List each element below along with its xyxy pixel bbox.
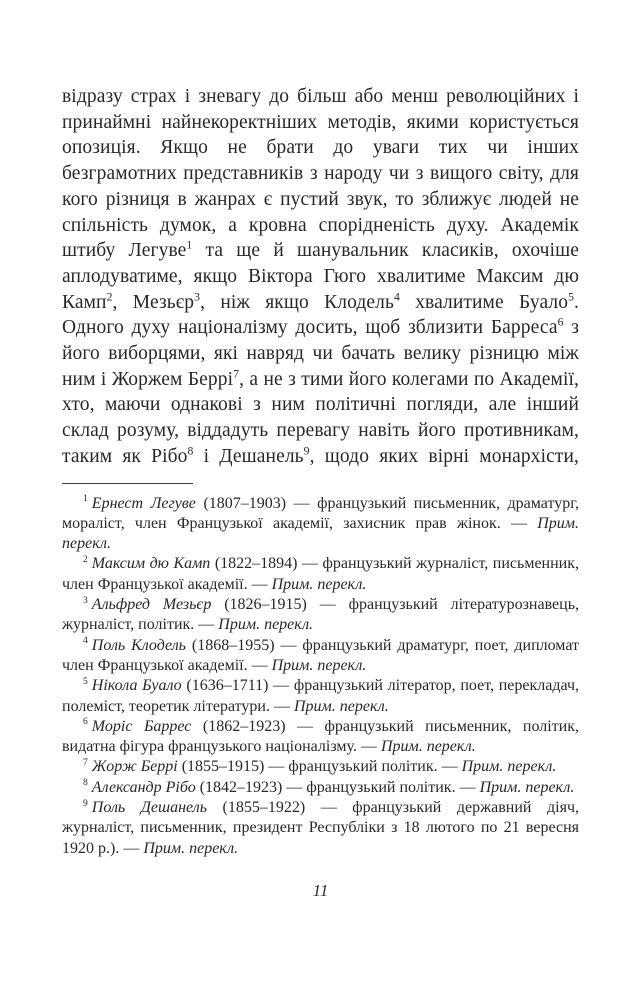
text-run: (1822–1894) — французький журналіст, письменник, член Французької академії. —: [62, 555, 580, 593]
footnote: [62, 757, 579, 777]
text-run: , ніж якщо Клодель: [200, 291, 394, 313]
text-run: з його виборцями, які навряд чи бачать велику різницю між ним і Жоржем Беррі: [62, 317, 579, 390]
text-run: Прим. перекл.: [62, 514, 579, 553]
footnote: [62, 554, 579, 595]
footnote: [62, 798, 579, 859]
footnote-separator-rule: [62, 483, 193, 484]
footnote-marker: 5: [83, 675, 88, 687]
body-paragraph: [62, 84, 579, 470]
text-column: [62, 84, 579, 901]
footnote: [62, 676, 579, 717]
text-run: Прим. перекл.: [380, 738, 476, 756]
footnote-marker: 8: [187, 444, 194, 458]
text-run: (1868–1955) — французький драматург, поет, дипломат член Французької академії. —: [62, 636, 580, 674]
footnote-marker: 6: [557, 315, 564, 329]
text-run: Жорж Беррі: [91, 758, 182, 776]
text-run: , щодо яких вірні монархісти,: [309, 445, 579, 467]
text-run: та ще й шанувальник класиків, охочіше аплодуватиме, якщо Віктора Гюго хвалитиме Максим дю Камп: [62, 240, 579, 313]
text-run: (1842–1923) — французький політик. —: [199, 778, 480, 796]
text-run: , Мезьєр: [112, 291, 195, 313]
text-run: (1855–1915) — французький політик. —: [181, 758, 462, 776]
text-run: , а не з тими його колегами по Академії, хто, маючи однакові з ним політичні погляди, але інший склад розуму, віддадуть перевагу навіть його противникам, таким як Рібо: [62, 368, 579, 467]
footnote: [62, 494, 579, 555]
footnotes-section: [62, 494, 579, 859]
text-run: Прим. перекл.: [479, 778, 575, 796]
text-run: . Одного духу націоналізму досить, щоб зблизити Барреса: [62, 291, 579, 339]
text-run: Прим. перекл.: [271, 575, 367, 593]
footnote-marker: 1: [186, 238, 193, 252]
footnote-marker: 6: [83, 716, 88, 728]
text-run: Поль Дешанель: [91, 799, 223, 816]
text-run: Прим. перекл.: [293, 697, 389, 715]
footnote-marker: 7: [233, 367, 240, 381]
footnote-marker: 2: [106, 290, 113, 304]
footnote-marker: 5: [568, 290, 575, 304]
footnote-marker: 8: [83, 777, 88, 789]
footnote-marker: 9: [83, 797, 88, 809]
text-run: відразу страх і зневагу до більш або менш революційних і принаймні найнекоректніших методів, якими користується опозиція. Якщо не брати до уваги тих чи інших безграмотних представників з народу чи з вищого світу, для кого різниця в жанрах є пустий звук, то зближує людей не спільність думок, а кровна спорідненість духу. Академік штибу Легуве: [62, 86, 579, 262]
text-run: (1807–1903) — французький письменник, драматург, мораліст, член Французької академії, захисник прав жінок. —: [62, 494, 579, 532]
text-run: Прим. перекл.: [143, 839, 239, 857]
footnote: [62, 595, 579, 636]
text-run: (1636–1711) — французький літератор, поет, перекладач, полеміст, теоретик літератури. —: [62, 677, 579, 715]
text-run: і Дешанель: [193, 445, 304, 467]
text-run: (1862–1923) — французький письменник, політик, видатна фігура французького націоналізму. —: [62, 717, 579, 756]
text-run: Прим. перекл.: [218, 616, 314, 634]
text-run: Прим. перекл.: [271, 656, 367, 674]
footnote-marker: 2: [83, 554, 88, 566]
text-run: Прим. перекл.: [461, 758, 557, 776]
text-run: (1826–1915) — французький літературознавець, журналіст, політик. —: [62, 596, 579, 634]
text-run: Максим дю Камп: [91, 555, 215, 573]
text-run: Альфред Мезьєр: [91, 596, 225, 614]
text-run: (1855–1922) — французький державний діяч, журналіст, письменник, президент Республіки з 18 лютого по 21 вересня 1920 р.). —: [62, 799, 579, 857]
text-run: Поль Клодель: [91, 636, 192, 654]
footnote: [62, 717, 579, 758]
footnote-marker: 3: [83, 594, 88, 606]
footnote-marker: 3: [194, 290, 201, 304]
text-run: Ернест Легуве: [91, 494, 204, 512]
footnote-marker: 1: [83, 493, 88, 505]
text-run: Моріс Баррес: [91, 717, 203, 735]
footnote-marker: 7: [83, 757, 88, 769]
page-number: 11: [312, 880, 329, 900]
footnote: [62, 636, 579, 677]
text-run: Нікола Буало: [91, 677, 187, 695]
footnote: [62, 778, 579, 798]
footnote-marker: 4: [83, 635, 88, 647]
text-run: Александр Рібо: [91, 778, 200, 796]
footnote-marker: 4: [393, 290, 400, 304]
text-run: хвалитиме Буало: [399, 291, 569, 313]
footnote-marker: 9: [303, 444, 310, 458]
